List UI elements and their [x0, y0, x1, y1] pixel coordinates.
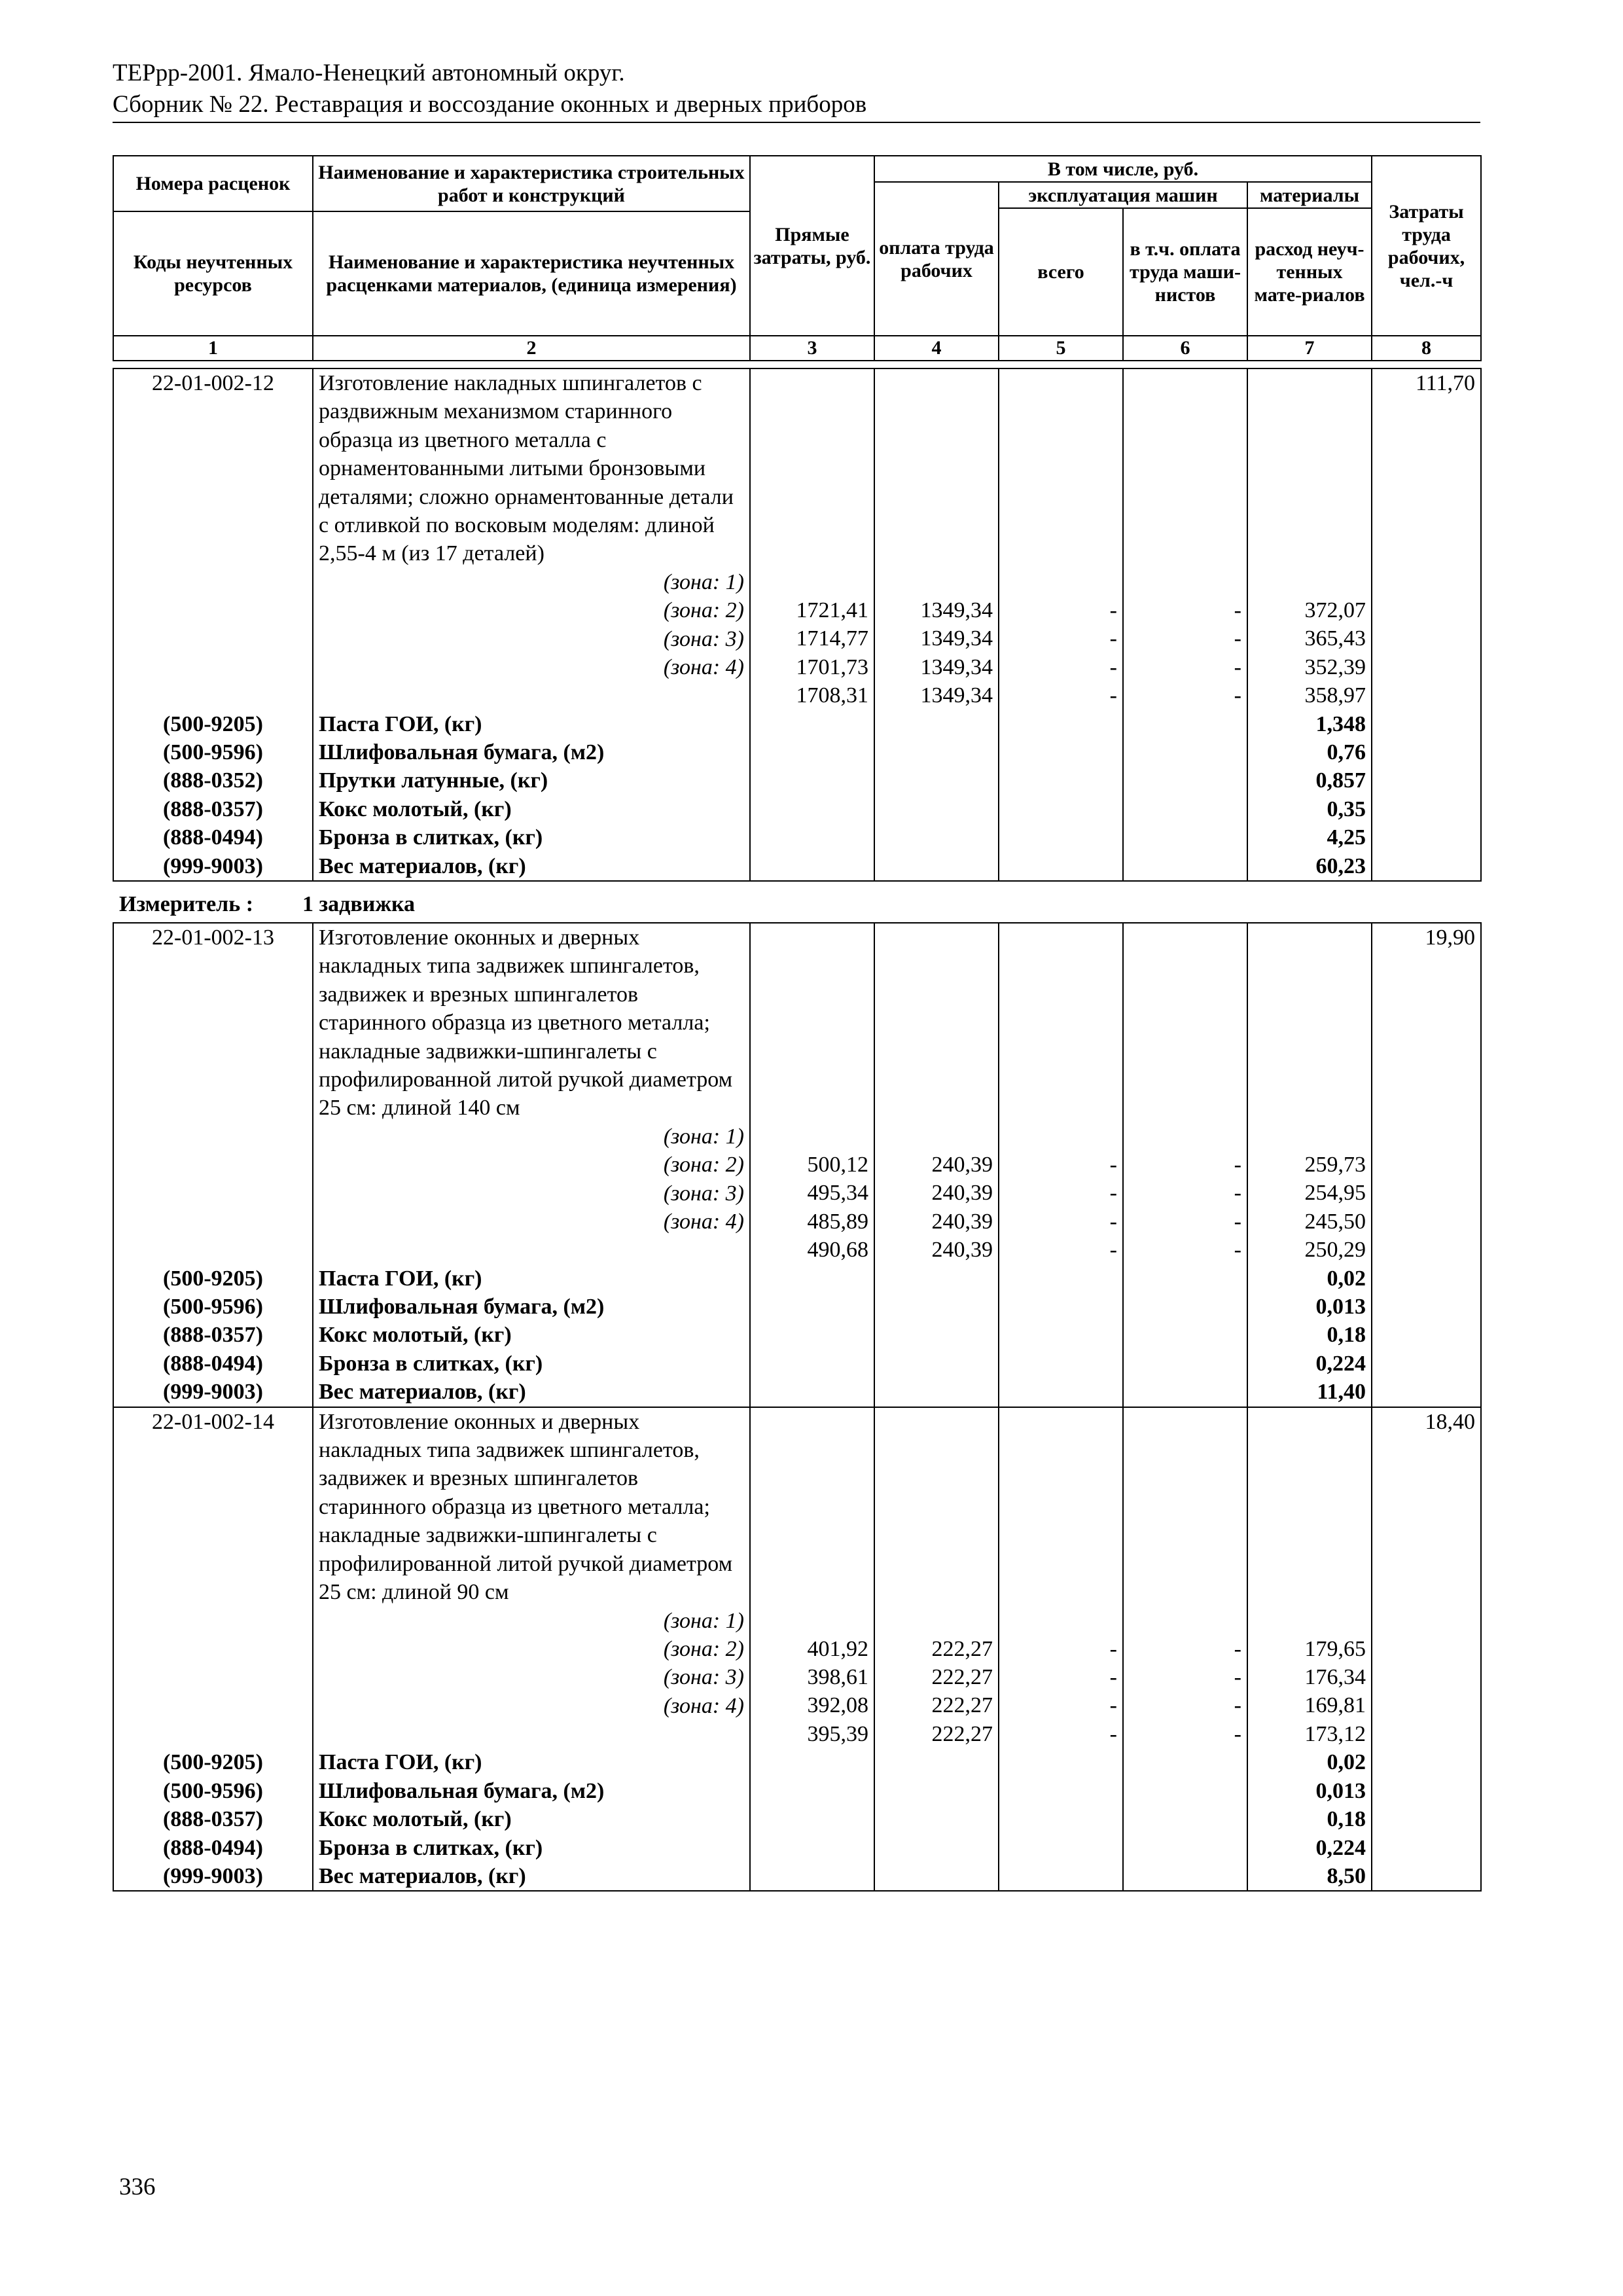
resource-quantities — [1247, 1748, 1372, 1891]
resource-name: Вес материалов, (кг) — [319, 1380, 526, 1405]
worker-pay: 1349,34 — [920, 683, 993, 708]
resource-names — [313, 1265, 750, 1407]
resource-name: Бронза в слитках, (кг) — [319, 825, 543, 850]
resource-name: Кокс молотый, (кг) — [319, 797, 512, 821]
materials-cost: 173,12 — [1304, 1721, 1366, 1746]
labor-cost: 19,90 — [1372, 923, 1481, 1265]
meter-value: 1 задвижка — [302, 892, 416, 916]
resource-code: (500-9596) — [163, 1778, 263, 1803]
resource-code: (888-0352) — [163, 768, 263, 793]
resource-codes — [113, 1265, 313, 1407]
worker-pay: 222,27 — [931, 1636, 993, 1661]
machines-total: - — [1109, 1721, 1117, 1746]
resource-qty: 0,013 — [1315, 1778, 1366, 1803]
worker-pay-cell — [874, 368, 999, 710]
resource-code: (888-0357) — [163, 1323, 263, 1348]
rate-code: 22-01-002-13 — [113, 923, 313, 1265]
zone-label: (зона: 2) — [663, 598, 744, 623]
col-number: 7 — [1247, 336, 1372, 361]
resource-name: Бронза в слитках, (кг) — [319, 1835, 543, 1860]
resource-qty: 0,35 — [1327, 797, 1366, 821]
machinist-pay: - — [1234, 1693, 1241, 1718]
worker-pay: 240,39 — [931, 1181, 993, 1206]
col-number: 4 — [874, 336, 999, 361]
resource-names — [313, 710, 750, 881]
worker-pay: 1349,34 — [920, 655, 993, 679]
resource-codes — [113, 1748, 313, 1891]
meter-label: Измеритель : — [119, 892, 254, 916]
rate-code: 22-01-002-12 — [113, 368, 313, 710]
empty-cell — [750, 1748, 874, 1891]
resource-qty: 8,50 — [1327, 1863, 1366, 1888]
machinist-pay: - — [1234, 1238, 1241, 1263]
resource-qty: 11,40 — [1317, 1380, 1366, 1405]
machines-total: - — [1109, 598, 1117, 622]
worker-pay: 1349,34 — [920, 626, 993, 651]
worker-pay: 222,27 — [931, 1665, 993, 1690]
direct-cost: 1714,77 — [796, 626, 868, 651]
resource-qty: 0,02 — [1327, 1266, 1366, 1291]
resource-code: (888-0357) — [163, 1807, 263, 1832]
col-machinist-pay: в т.ч. оплата труда маши-нистов — [1123, 208, 1247, 336]
machines-total-cell — [999, 368, 1123, 710]
materials-cost: 352,39 — [1304, 655, 1366, 679]
worker-pay: 240,39 — [931, 1238, 993, 1263]
rate-description — [313, 923, 750, 1265]
resource-code: (999-9003) — [163, 1863, 263, 1888]
rate-block — [113, 368, 1482, 882]
materials-cost: 259,73 — [1304, 1153, 1366, 1177]
resource-code: (999-9003) — [163, 1380, 263, 1405]
resource-code: (888-0494) — [163, 1835, 263, 1860]
col-number: 2 — [313, 336, 750, 361]
page-header — [113, 58, 1480, 123]
empty-cell — [874, 710, 999, 881]
labor-cost: 111,70 — [1372, 368, 1481, 710]
zone-label: (зона: 4) — [663, 1210, 744, 1234]
machines-total: - — [1109, 1665, 1117, 1690]
machinist-pay: - — [1234, 1153, 1241, 1177]
resource-name: Шлифовальная бумага, (м2) — [319, 1295, 605, 1319]
col-number: 3 — [750, 336, 874, 361]
machinist-pay: - — [1234, 1209, 1241, 1234]
resource-name: Шлифовальная бумага, (м2) — [319, 740, 605, 765]
direct-cost: 398,61 — [807, 1665, 868, 1690]
materials-cost: 358,97 — [1304, 683, 1366, 708]
rate-description — [313, 368, 750, 710]
col-number: 5 — [999, 336, 1123, 361]
resource-name: Вес материалов, (кг) — [319, 1863, 526, 1888]
resource-quantities — [1247, 710, 1372, 881]
machinist-pay: - — [1234, 655, 1241, 679]
meter-line — [119, 890, 415, 919]
machinist-pay: - — [1234, 1665, 1241, 1690]
resource-code: (999-9003) — [163, 853, 263, 878]
direct-cost: 490,68 — [807, 1238, 868, 1263]
resource-name: Кокс молотый, (кг) — [319, 1323, 512, 1348]
empty-cell — [874, 1748, 999, 1891]
empty-cell — [1123, 710, 1247, 881]
zone-label: (зона: 3) — [663, 1665, 744, 1690]
col-resource-codes: Коды неучтенных ресурсов — [113, 211, 313, 336]
header-rule — [113, 122, 1480, 123]
resource-qty: 0,76 — [1327, 740, 1366, 765]
resource-code: (888-0494) — [163, 825, 263, 850]
machines-total: - — [1109, 1238, 1117, 1263]
zone-label: (зона: 4) — [663, 655, 744, 680]
resource-qty: 0,02 — [1327, 1750, 1366, 1775]
machines-total-cell — [999, 1407, 1123, 1749]
resource-code: (500-9596) — [163, 740, 263, 765]
machines-total: - — [1109, 683, 1117, 708]
zone-label: (зона: 1) — [663, 1124, 744, 1149]
materials-cost: 365,43 — [1304, 626, 1366, 651]
empty-cell — [1372, 710, 1481, 881]
collection-title: ТЕРрр-2001. Ямало-Ненецкий автономный округ. — [113, 60, 625, 86]
direct-cost: 500,12 — [807, 1153, 868, 1177]
resources-row — [113, 1748, 1481, 1891]
resource-code: (500-9596) — [163, 1295, 263, 1319]
direct-cost: 485,89 — [807, 1209, 868, 1234]
resources-row — [113, 1265, 1481, 1407]
resource-codes — [113, 710, 313, 881]
machines-total-cell — [999, 923, 1123, 1265]
zone-label: (зона: 1) — [663, 569, 744, 594]
rate-row — [113, 923, 1481, 1265]
resource-name: Бронза в слитках, (кг) — [319, 1351, 543, 1376]
materials-cell — [1247, 1407, 1372, 1749]
col-materials: материалы — [1247, 182, 1372, 208]
zone-label: (зона: 4) — [663, 1693, 744, 1718]
col-rate-numbers: Номера расценок — [113, 156, 313, 211]
col-number: 8 — [1372, 336, 1481, 361]
direct-cost: 1721,41 — [796, 598, 868, 622]
col-machines-total: всего — [999, 208, 1123, 336]
zone-label: (зона: 3) — [663, 626, 744, 651]
direct-costs-cell — [750, 923, 874, 1265]
direct-cost: 392,08 — [807, 1693, 868, 1718]
worker-pay: 240,39 — [931, 1209, 993, 1234]
machinist-pay: - — [1234, 598, 1241, 622]
direct-cost: 401,92 — [807, 1636, 868, 1661]
machinist-pay: - — [1234, 683, 1241, 708]
page-number: 336 — [119, 2174, 156, 2200]
resource-name: Паста ГОИ, (кг) — [319, 1750, 482, 1775]
materials-cost: 250,29 — [1304, 1238, 1366, 1263]
machines-total: - — [1109, 626, 1117, 651]
resource-name: Паста ГОИ, (кг) — [319, 711, 482, 736]
machinist-pay: - — [1234, 626, 1241, 651]
rate-description — [313, 1407, 750, 1749]
zone-label: (зона: 1) — [663, 1608, 744, 1633]
resource-qty: 0,224 — [1315, 1351, 1366, 1376]
direct-cost: 495,34 — [807, 1181, 868, 1206]
machines-total: - — [1109, 1209, 1117, 1234]
zone-label: (зона: 2) — [663, 1636, 744, 1661]
empty-cell — [999, 710, 1123, 881]
direct-cost: 1701,73 — [796, 655, 868, 679]
col-machine-operation: эксплуатация машин — [999, 182, 1247, 208]
materials-cell — [1247, 923, 1372, 1265]
machinist-pay-cell — [1123, 368, 1247, 710]
worker-pay: 1349,34 — [920, 598, 993, 622]
resource-qty: 60,23 — [1315, 853, 1366, 878]
empty-cell — [999, 1748, 1123, 1891]
machines-total: - — [1109, 1181, 1117, 1206]
empty-cell — [1372, 1265, 1481, 1407]
resource-qty: 0,18 — [1327, 1807, 1366, 1832]
machines-total: - — [1109, 1693, 1117, 1718]
col-number: 6 — [1123, 336, 1247, 361]
materials-cost: 372,07 — [1304, 598, 1366, 622]
empty-cell — [750, 710, 874, 881]
zone-label: (зона: 3) — [663, 1181, 744, 1206]
resource-code: (500-9205) — [163, 711, 263, 736]
col-work-name: Наименование и характеристика строительных работ и конструкций — [313, 156, 750, 211]
resources-row — [113, 710, 1481, 881]
empty-cell — [1123, 1265, 1247, 1407]
collection-subtitle: Сборник № 22. Реставрация и воссоздание оконных и дверных приборов — [113, 91, 867, 118]
resource-qty: 0,18 — [1327, 1323, 1366, 1348]
direct-cost: 395,39 — [807, 1721, 868, 1746]
rate-code: 22-01-002-14 — [113, 1407, 313, 1749]
resource-name: Паста ГОИ, (кг) — [319, 1266, 482, 1291]
resource-qty: 1,348 — [1315, 711, 1366, 736]
col-material-name: Наименование и характеристика неучтенных расценками материалов, (единица измерения) — [313, 211, 750, 336]
empty-cell — [874, 1265, 999, 1407]
col-labor-costs: Затраты труда рабочих, чел.-ч — [1372, 156, 1481, 336]
resource-code: (888-0494) — [163, 1351, 263, 1376]
worker-pay: 240,39 — [931, 1153, 993, 1177]
machinist-pay: - — [1234, 1181, 1241, 1206]
resource-code: (500-9205) — [163, 1266, 263, 1291]
machines-total: - — [1109, 655, 1117, 679]
materials-cost: 254,95 — [1304, 1181, 1366, 1206]
rate-row — [113, 1407, 1481, 1749]
empty-cell — [1372, 1748, 1481, 1891]
materials-cost: 176,34 — [1304, 1665, 1366, 1690]
materials-cost: 169,81 — [1304, 1693, 1366, 1718]
col-material-use: расход неуч-тенных мате-риалов — [1247, 208, 1372, 336]
col-worker-pay: оплата труда рабочих — [874, 182, 999, 336]
worker-pay: 222,27 — [931, 1693, 993, 1718]
resource-code: (888-0357) — [163, 797, 263, 821]
machinist-pay-cell — [1123, 1407, 1247, 1749]
col-number: 1 — [113, 336, 313, 361]
machinist-pay: - — [1234, 1636, 1241, 1661]
resource-name: Шлифовальная бумага, (м2) — [319, 1778, 605, 1803]
resource-code: (500-9205) — [163, 1750, 263, 1775]
machinist-pay-cell — [1123, 923, 1247, 1265]
worker-pay: 222,27 — [931, 1721, 993, 1746]
empty-cell — [750, 1265, 874, 1407]
empty-cell — [999, 1265, 1123, 1407]
column-header-table — [113, 155, 1482, 361]
labor-cost: 18,40 — [1372, 1407, 1481, 1749]
resource-qty: 4,25 — [1327, 825, 1366, 850]
rate-description-text: Изготовление накладных шпингалетов с раздвижным механизмом старинного образца из цветного металла с орнаментованными литыми бронзовыми деталями; сложно орнаментованные детали с отливкой по восковым моделям: длиной 2,55-4 м (из 17 деталей) — [319, 371, 734, 566]
machinist-pay: - — [1234, 1721, 1241, 1746]
resource-qty: 0,013 — [1315, 1295, 1366, 1319]
worker-pay-cell — [874, 923, 999, 1265]
machines-total: - — [1109, 1153, 1117, 1177]
rate-description-text: Изготовление оконных и дверных накладных типа задвижек шпингалетов, задвижек и врезных шпингалетов старинного образца из цветного металла; накладные задвижки-шпингалеты с профилированной литой ручкой диаметром 25 см: длиной 90 см — [319, 1409, 733, 1605]
materials-cost: 245,50 — [1304, 1209, 1366, 1234]
empty-cell — [1123, 1748, 1247, 1891]
resource-name: Прутки латунные, (кг) — [319, 768, 548, 793]
resource-name: Вес материалов, (кг) — [319, 853, 526, 878]
worker-pay-cell — [874, 1407, 999, 1749]
rate-row — [113, 368, 1481, 710]
direct-costs-cell — [750, 1407, 874, 1749]
direct-costs-cell — [750, 368, 874, 710]
rate-block — [113, 922, 1482, 1892]
col-including: В том числе, руб. — [874, 156, 1372, 182]
col-direct-costs: Прямые затраты, руб. — [750, 156, 874, 336]
resource-qty: 0,224 — [1315, 1835, 1366, 1860]
rate-description-text: Изготовление оконных и дверных накладных типа задвижек шпингалетов, задвижек и врезных шпингалетов старинного образца из цветного металла; накладные задвижки-шпингалеты с профилированной литой ручкой диаметром 25 см: длиной 140 см — [319, 925, 733, 1121]
resource-names — [313, 1748, 750, 1891]
zone-label: (зона: 2) — [663, 1153, 744, 1177]
resource-quantities — [1247, 1265, 1372, 1407]
resource-name: Кокс молотый, (кг) — [319, 1807, 512, 1832]
materials-cell — [1247, 368, 1372, 710]
materials-cost: 179,65 — [1304, 1636, 1366, 1661]
direct-cost: 1708,31 — [796, 683, 868, 708]
machines-total: - — [1109, 1636, 1117, 1661]
resource-qty: 0,857 — [1315, 768, 1366, 793]
